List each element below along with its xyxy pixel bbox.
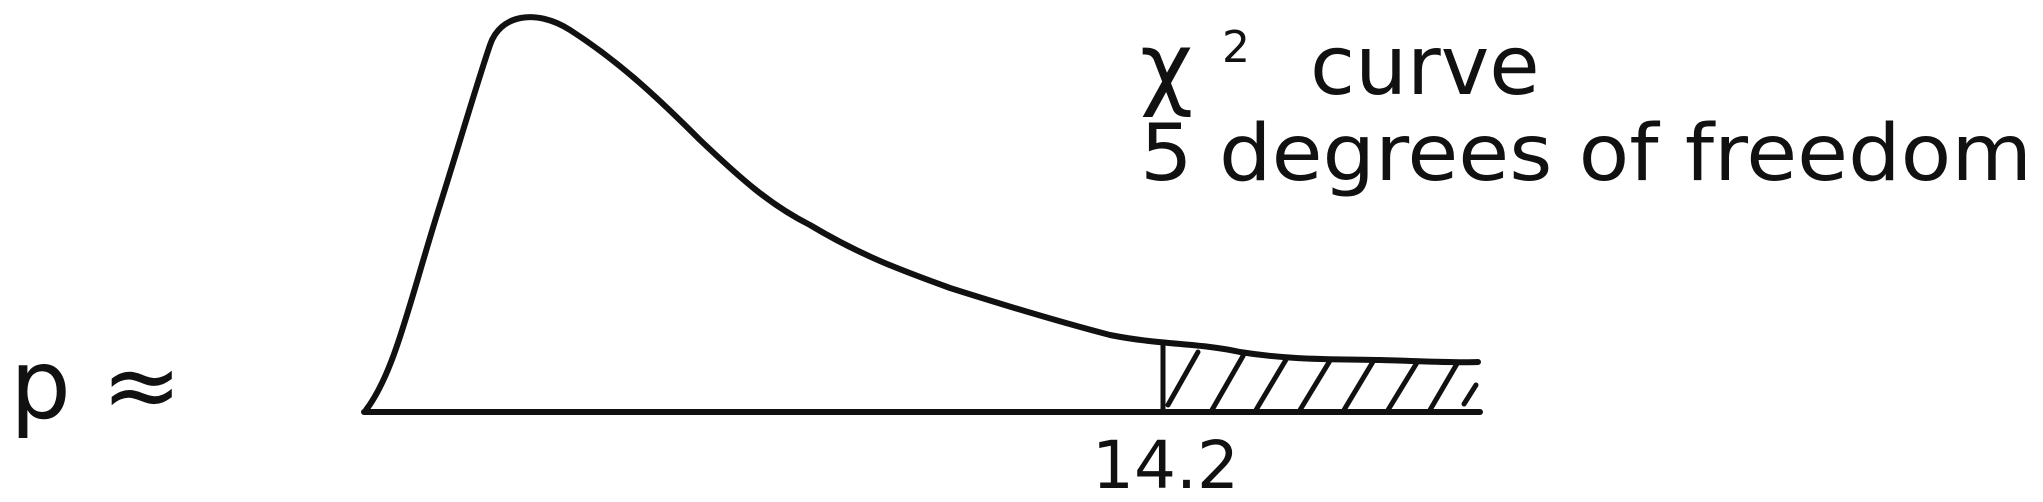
hatch-line [1344,360,1374,410]
hatch-line [1388,361,1418,410]
hatch-line [1168,352,1198,405]
hatch-line [1430,362,1458,410]
hatch-line [1256,358,1287,410]
title-word-curve: curve [1310,19,1540,114]
chi-symbol: χ [1140,13,1194,120]
p-approx-label: p ≈ [10,329,182,441]
hatch-line [1464,385,1476,404]
chi-superscript: 2 [1222,22,1250,73]
hatch-line [1300,359,1331,410]
hatch-line [1212,356,1243,410]
threshold-value-label: 14.2 [1092,427,1239,502]
degrees-of-freedom-label: 5 degrees of freedom [1140,109,2032,199]
